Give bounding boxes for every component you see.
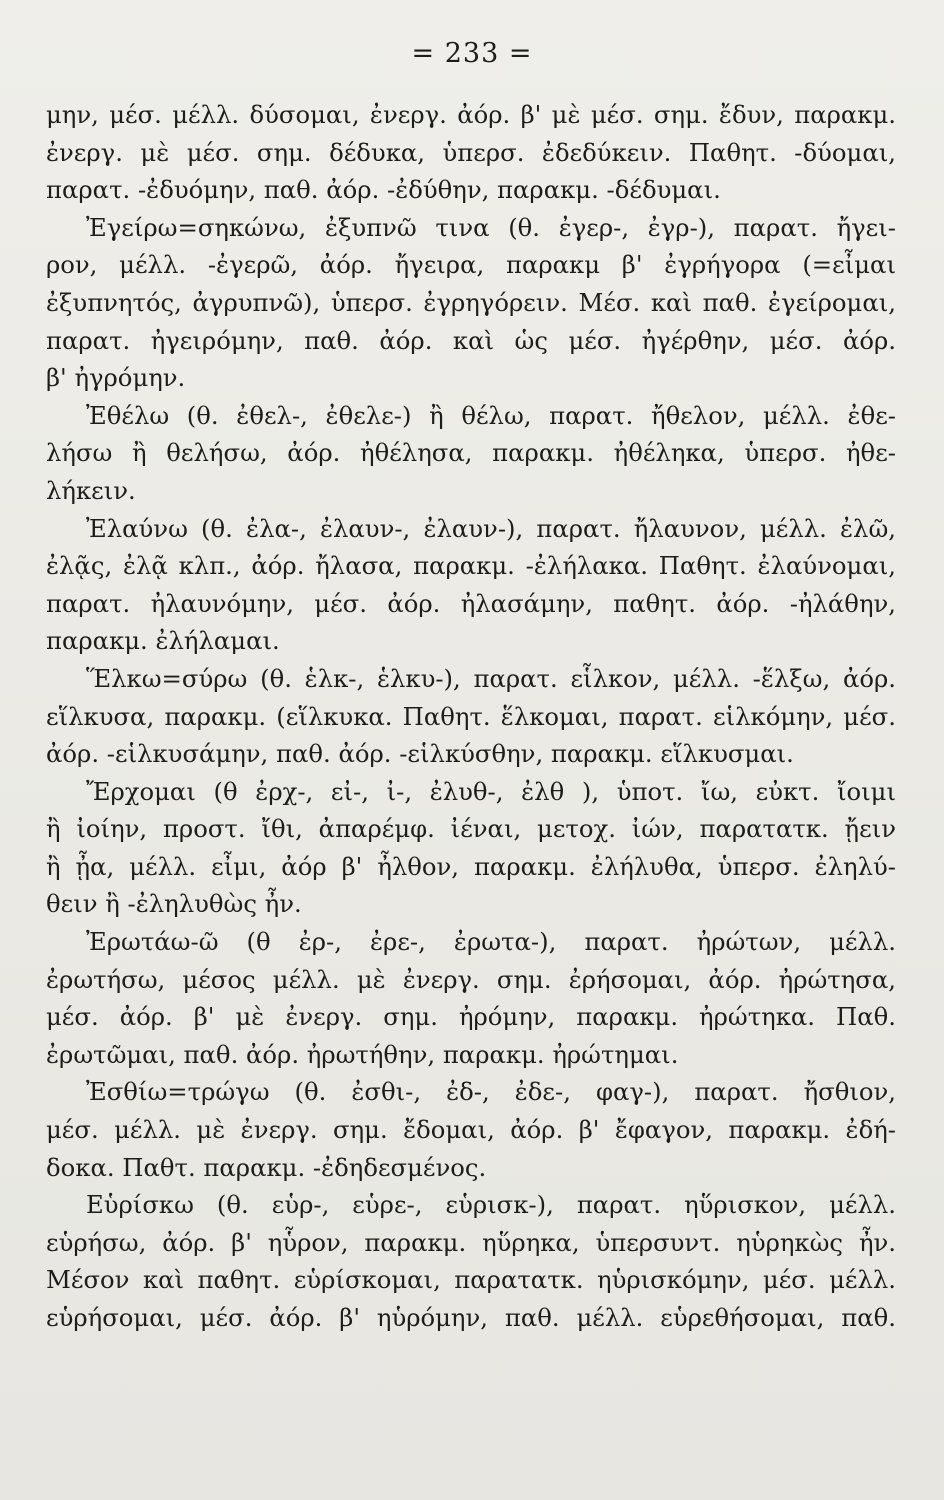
text-line: β' ἠγρόμην. [46, 363, 186, 393]
text-line: Ἐρωτάω-ῶ (θ ἐρ-, ἐρε-, ἐρωτα-), παρατ. ἠρώτων, μέλλ. [86, 927, 896, 957]
text-line: ἐρωτήσω, μέσος μέλλ. μὲ ἐνεργ. σημ. ἐρήσομαι, ἀόρ. ἠρώτησα, [46, 964, 896, 994]
text-line: παρακμ. ἐλήλαμαι. [46, 626, 280, 656]
verb-entries-text [46, 96, 896, 1337]
text-line: ἐνεργ. μὲ μέσ. σημ. δέδυκα, ὑπερσ. ἐδεδύκειν. Παθητ. -δύομαι, [46, 137, 896, 167]
text-line: μην, μέσ. μέλλ. δύσομαι, ἐνεργ. ἀόρ. β' μὲ μέσ. σημ. ἔδυν, παρακμ. [46, 100, 896, 129]
text-line: ἐρωτῶμαι, παθ. ἀόρ. ἠρωτήθην, παρακμ. ἠρώτημαι. [46, 1039, 679, 1069]
text-line: ἢ ᾖα, μέλλ. εἶμι, ἀόρ β' ἦλθον, παρακμ. ἐλήλυθα, ὑπερσ. ἐληλύ- [46, 851, 896, 881]
text-line: Μέσον καὶ παθητ. εὑρίσκομαι, παρατατκ. ηὑρισκόμην, μέσ. μέλλ. [46, 1265, 896, 1295]
text-line: ἐλᾷς, ἐλᾷ κλπ., ἀόρ. ἤλασα, παρακμ. -ἐλήλακα. Παθητ. ἐλαύνομαι, [46, 551, 896, 581]
text-line: εἵλκυσα, παρακμ. (εἵλκυκα. Παθητ. ἕλκομαι, παρατ. εἱλκόμην, μέσ. [46, 701, 896, 731]
text-line: παρατ. -ἐδυόμην, παθ. ἀόρ. -ἐδύθην, παρακμ. -δέδυμαι. [46, 175, 721, 205]
text-line: ἀόρ. -εἱλκυσάμην, παθ. ἀόρ. -εἱλκύσθην, παρακμ. εἵλκυσμαι. [46, 739, 794, 769]
text-line: ἐξυπνητός, ἀγρυπνῶ), ὑπερσ. ἐγρηγόρειν. Μέσ. καὶ παθ. ἐγείρομαι, [46, 287, 896, 317]
text-line: ἢ ἰοίην, προστ. ἴθι, ἀπαρέμφ. ἰέναι, μετοχ. ἰών, παρατατκ. ᾔειν [46, 814, 896, 844]
text-line: θειν ἢ -ἐληλυθὼς ἦν. [46, 889, 302, 919]
text-line: λήκειν. [46, 475, 136, 505]
text-line: Ἐθέλω (θ. ἐθελ-, ἐθελε-) ἢ θέλω, παρατ. ἤθελον, μέλλ. ἐθε- [86, 400, 896, 430]
text-line: δοκα. Παθτ. παρακμ. -ἐδηδεσμένος. [46, 1152, 487, 1182]
text-line: παρατ. ἠγειρόμην, παθ. ἀόρ. καὶ ὡς μέσ. ἠγέρθην, μέσ. ἀόρ. [46, 325, 896, 355]
text-line: ρον, μέλλ. -ἐγερῶ, ἀόρ. ἤγειρα, παρακμ β' ἐγρήγορα (=εἶμαι [46, 250, 896, 280]
text-line: Ἐγείρω=σηκώνω, ἐξυπνῶ τινα (θ. ἐγερ-, ἐγρ-), παρατ. ἤγει- [86, 212, 896, 242]
text-line: παρατ. ἠλαυνόμην, μέσ. ἀόρ. ἠλασάμην, παθητ. ἀόρ. -ἠλάθην, [46, 588, 896, 618]
text-line: Ἐσθίω=τρώγω (θ. ἐσθι-, ἐδ-, ἐδε-, φαγ-), παρατ. ἤσθιον, [86, 1077, 896, 1107]
text-line: μέσ. ἀόρ. β' μὲ ἐνεργ. σημ. ἠρόμην, παρακμ. ἠρώτηκα. Παθ. [46, 1002, 896, 1032]
text-line: λήσω ἢ θελήσω, ἀόρ. ἠθέλησα, παρακμ. ἠθέληκα, ὑπερσ. ἠθε- [46, 438, 896, 468]
text-line: εὑρήσομαι, μέσ. ἀόρ. β' ηὑρόμην, παθ. μέλλ. εὑρεθήσομαι, παθ. [46, 1303, 896, 1332]
page-number: = 233 = [411, 38, 533, 69]
text-line: Ἔρχομαι (θ ἐρχ-, εἰ-, ἰ-, ἐλυθ-, ἐλθ ), ὑποτ. ἴω, εὐκτ. ἴοιμι [86, 776, 896, 806]
text-line: Ἕλκω=σύρω (θ. ἑλκ-, ἑλκυ-), παρατ. εἷλκον, μέλλ. -ἕλξω, ἀόρ. [86, 663, 896, 693]
text-line: εὑρήσω, ἀόρ. β' ηὗρον, παρακμ. ηὕρηκα, ὑπερσυντ. ηὑρηκὼς ἦν. [46, 1227, 896, 1257]
text-line: Εὑρίσκω (θ. εὑρ-, εὑρε-, εὑρισκ-), παρατ. ηὕρισκον, μέλλ. [86, 1190, 896, 1220]
text-line: Ἐλαύνω (θ. ἐλα-, ἐλαυν-, ἐλαυν-), παρατ. ἤλαυνον, μέλλ. ἐλῶ, [86, 513, 896, 543]
text-line: μέσ. μέλλ. μὲ ἐνεργ. σημ. ἔδομαι, ἀόρ. β' ἔφαγον, παρακμ. ἐδή- [46, 1115, 896, 1145]
